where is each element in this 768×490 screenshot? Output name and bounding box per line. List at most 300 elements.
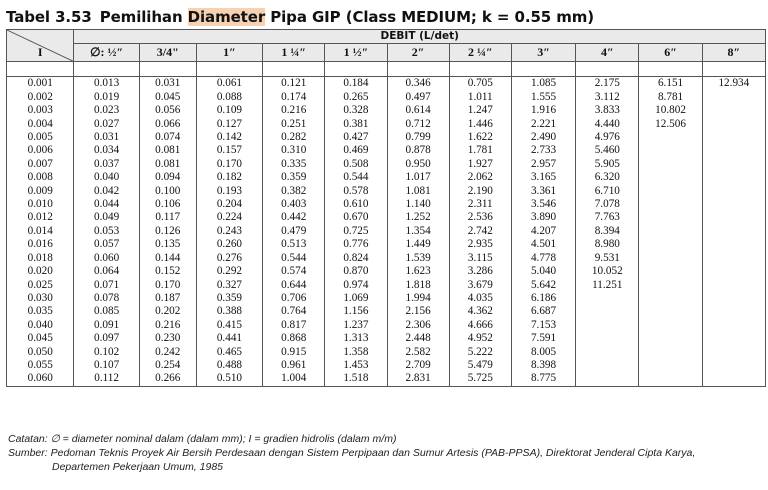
flow-cell: 0.064 <box>74 265 139 278</box>
flow-cell: 0.251 <box>263 118 325 131</box>
flow-cell: 0.071 <box>74 279 139 292</box>
size-header: 1″ <box>196 44 262 62</box>
flow-cell: 0.193 <box>196 185 262 198</box>
flow-cell: 1.358 <box>325 346 387 359</box>
flow-cell: 0.091 <box>74 319 139 332</box>
flow-cell: 1.237 <box>325 319 387 332</box>
flow-cell: 1.623 <box>387 265 449 278</box>
flow-cell: 5.479 <box>449 359 511 372</box>
title-text-start: Pemilihan <box>99 8 188 26</box>
flow-cell <box>576 372 639 386</box>
flow-cell: 11.251 <box>576 279 639 292</box>
flow-cell <box>639 279 702 292</box>
flow-cell: 0.040 <box>74 171 139 184</box>
flow-cell: 0.053 <box>74 225 139 238</box>
flow-cell: 6.320 <box>576 171 639 184</box>
flow-cell: 2.709 <box>387 359 449 372</box>
flow-cell: 0.544 <box>325 171 387 184</box>
flow-cell: 0.961 <box>263 359 325 372</box>
flow-cell <box>702 131 765 144</box>
flow-cell: 0.974 <box>325 279 387 292</box>
flow-cell: 2.490 <box>511 131 575 144</box>
flow-cell: 0.034 <box>74 144 139 157</box>
size-header: 2″ <box>387 44 449 62</box>
table-row <box>7 104 766 117</box>
flow-cell: 0.265 <box>325 91 387 104</box>
size-header: 3″ <box>511 44 575 62</box>
flow-cell: 4.035 <box>449 292 511 305</box>
flow-cell: 0.088 <box>196 91 262 104</box>
flow-cell: 4.952 <box>449 332 511 345</box>
debit-header: DEBIT (L/det) <box>74 30 766 44</box>
gradient-cell: 0.004 <box>7 118 74 131</box>
gradient-cell: 0.002 <box>7 91 74 104</box>
flow-cell: 0.056 <box>139 104 196 117</box>
flow-cell: 8.005 <box>511 346 575 359</box>
flow-cell: 1.085 <box>511 77 575 91</box>
flow-cell: 10.802 <box>639 104 702 117</box>
gradient-cell: 0.006 <box>7 144 74 157</box>
flow-cell: 5.040 <box>511 265 575 278</box>
flow-cell <box>702 171 765 184</box>
flow-cell: 0.013 <box>74 77 139 91</box>
flow-cell: 0.216 <box>139 319 196 332</box>
flow-cell <box>639 171 702 184</box>
flow-cell <box>639 211 702 224</box>
gradient-cell: 0.018 <box>7 252 74 265</box>
flow-cell: 0.102 <box>74 346 139 359</box>
table-row <box>7 144 766 157</box>
flow-cell <box>639 319 702 332</box>
flow-cell: 0.870 <box>325 265 387 278</box>
flow-cell: 6.151 <box>639 77 702 91</box>
flow-cell <box>702 225 765 238</box>
flow-cell: 9.531 <box>576 252 639 265</box>
flow-cell: 4.976 <box>576 131 639 144</box>
flow-cell <box>702 252 765 265</box>
flow-cell: 0.488 <box>196 359 262 372</box>
flow-cell: 0.670 <box>325 211 387 224</box>
flow-cell: 0.479 <box>263 225 325 238</box>
flow-cell: 0.327 <box>196 279 262 292</box>
flow-cell: 1.539 <box>387 252 449 265</box>
flow-cell <box>702 238 765 251</box>
flow-cell: 1.081 <box>387 185 449 198</box>
title-class: (Class MEDIUM; k = 0.55 mm) <box>345 8 595 26</box>
flow-cell: 0.725 <box>325 225 387 238</box>
flow-cell: 0.094 <box>139 171 196 184</box>
table-row <box>7 198 766 211</box>
flow-cell: 0.574 <box>263 265 325 278</box>
gradient-cell: 0.025 <box>7 279 74 292</box>
flow-cell <box>702 359 765 372</box>
flow-cell: 4.207 <box>511 225 575 238</box>
flow-cell: 0.100 <box>139 185 196 198</box>
flow-cell: 0.310 <box>263 144 325 157</box>
flow-cell: 0.335 <box>263 158 325 171</box>
flow-cell: 3.115 <box>449 252 511 265</box>
flow-cell: 0.282 <box>263 131 325 144</box>
flow-cell: 1.927 <box>449 158 511 171</box>
flow-cell: 2.175 <box>576 77 639 91</box>
flow-cell: 1.156 <box>325 305 387 318</box>
flow-cell: 5.725 <box>449 372 511 386</box>
flow-cell <box>576 305 639 318</box>
flow-cell: 2.306 <box>387 319 449 332</box>
flow-cell: 1.518 <box>325 372 387 386</box>
flow-cell: 0.465 <box>196 346 262 359</box>
flow-cell: 4.501 <box>511 238 575 251</box>
flow-cell: 1.069 <box>325 292 387 305</box>
flow-cell: 2.448 <box>387 332 449 345</box>
flow-cell: 1.781 <box>449 144 511 157</box>
flow-cell: 1.313 <box>325 332 387 345</box>
size-header: ∅: ½″ <box>74 44 139 62</box>
flow-cell: 0.705 <box>449 77 511 91</box>
flow-cell: 0.170 <box>196 158 262 171</box>
flow-cell <box>639 359 702 372</box>
flow-cell: 1.449 <box>387 238 449 251</box>
flow-cell: 0.508 <box>325 158 387 171</box>
table-row <box>7 77 766 91</box>
flow-cell: 0.142 <box>196 131 262 144</box>
flow-cell: 0.182 <box>196 171 262 184</box>
flow-cell: 2.062 <box>449 171 511 184</box>
flow-cell: 0.049 <box>74 211 139 224</box>
gradient-cell: 0.014 <box>7 225 74 238</box>
flow-cell <box>639 346 702 359</box>
flow-cell: 1.555 <box>511 91 575 104</box>
flow-cell: 0.878 <box>387 144 449 157</box>
flow-cell: 8.781 <box>639 91 702 104</box>
flow-cell: 2.831 <box>387 372 449 386</box>
flow-cell <box>639 265 702 278</box>
gradient-header-label: I <box>37 45 43 59</box>
flow-cell: 0.078 <box>74 292 139 305</box>
flow-cell <box>639 305 702 318</box>
size-header: 1 ½″ <box>325 44 387 62</box>
flow-cell: 0.292 <box>196 265 262 278</box>
flow-cell: 2.311 <box>449 198 511 211</box>
flow-cell <box>702 265 765 278</box>
table-number: Tabel 3.53 <box>6 8 92 26</box>
flow-cell: 0.764 <box>263 305 325 318</box>
flow-cell <box>702 346 765 359</box>
flow-cell: 1.916 <box>511 104 575 117</box>
flow-cell: 12.934 <box>702 77 765 91</box>
table-row <box>7 211 766 224</box>
flow-cell <box>702 292 765 305</box>
flow-cell: 0.157 <box>196 144 262 157</box>
flow-cell: 3.679 <box>449 279 511 292</box>
flow-cell: 0.868 <box>263 332 325 345</box>
flow-cell: 0.031 <box>74 131 139 144</box>
flow-cell: 0.427 <box>325 131 387 144</box>
size-header-row <box>7 44 766 62</box>
flow-cell: 0.243 <box>196 225 262 238</box>
flow-cell: 0.187 <box>139 292 196 305</box>
flow-cell: 4.666 <box>449 319 511 332</box>
table-row <box>7 346 766 359</box>
flow-cell: 0.045 <box>139 91 196 104</box>
size-header: 3/4" <box>139 44 196 62</box>
size-header: 2 ¼″ <box>449 44 511 62</box>
flow-cell <box>576 332 639 345</box>
flow-cell <box>702 118 765 131</box>
flow-cell: 0.152 <box>139 265 196 278</box>
flow-cell <box>702 185 765 198</box>
flow-cell: 0.085 <box>74 305 139 318</box>
flow-cell <box>639 238 702 251</box>
table-row <box>7 372 766 386</box>
flow-cell: 0.644 <box>263 279 325 292</box>
note-sumber: Sumber: Pedoman Teknis Proyek Air Bersih Perdesaan dengan Sistem Perpipaan dan Sumur Artesis (PAB-PPSA), Direktorat Jenderal Cipta Karya, <box>8 447 696 459</box>
flow-cell: 1.011 <box>449 91 511 104</box>
flow-cell: 0.513 <box>263 238 325 251</box>
flow-cell: 0.442 <box>263 211 325 224</box>
gradient-cell: 0.009 <box>7 185 74 198</box>
title-highlight: Diameter <box>187 8 266 26</box>
flow-cell: 0.061 <box>196 77 262 91</box>
table-title <box>6 8 594 28</box>
table-body <box>7 62 766 386</box>
table-row <box>7 305 766 318</box>
flow-cell: 0.066 <box>139 118 196 131</box>
flow-cell <box>702 158 765 171</box>
flow-cell <box>702 372 765 386</box>
flow-cell: 0.023 <box>74 104 139 117</box>
flow-cell: 0.254 <box>139 359 196 372</box>
flow-cell <box>702 211 765 224</box>
flow-cell: 2.733 <box>511 144 575 157</box>
pipe-diameter-table <box>6 29 766 387</box>
flow-cell: 8.775 <box>511 372 575 386</box>
flow-cell <box>639 158 702 171</box>
table-row <box>7 91 766 104</box>
flow-cell: 0.127 <box>196 118 262 131</box>
flow-cell: 7.763 <box>576 211 639 224</box>
flow-cell: 0.230 <box>139 332 196 345</box>
gradient-cell: 0.020 <box>7 265 74 278</box>
gradient-cell: 0.007 <box>7 158 74 171</box>
flow-cell <box>702 144 765 157</box>
flow-cell: 0.081 <box>139 158 196 171</box>
flow-cell: 0.031 <box>139 77 196 91</box>
flow-cell <box>576 292 639 305</box>
flow-cell <box>639 332 702 345</box>
flow-cell: 2.221 <box>511 118 575 131</box>
flow-cell: 2.957 <box>511 158 575 171</box>
table-row <box>7 225 766 238</box>
flow-cell: 3.286 <box>449 265 511 278</box>
gradient-cell: 0.040 <box>7 319 74 332</box>
flow-cell: 0.824 <box>325 252 387 265</box>
flow-cell: 0.224 <box>196 211 262 224</box>
flow-cell: 0.359 <box>263 171 325 184</box>
flow-cell: 0.266 <box>139 372 196 386</box>
table-row <box>7 118 766 131</box>
flow-cell <box>702 104 765 117</box>
gradient-cell: 0.016 <box>7 238 74 251</box>
table-row <box>7 265 766 278</box>
flow-cell: 0.060 <box>74 252 139 265</box>
flow-cell: 2.742 <box>449 225 511 238</box>
flow-cell: 7.153 <box>511 319 575 332</box>
flow-cell <box>639 131 702 144</box>
flow-cell: 5.460 <box>576 144 639 157</box>
flow-cell: 1.446 <box>449 118 511 131</box>
flow-cell: 0.057 <box>74 238 139 251</box>
flow-cell: 0.260 <box>196 238 262 251</box>
flow-cell: 3.112 <box>576 91 639 104</box>
gradient-cell: 0.012 <box>7 211 74 224</box>
flow-cell: 0.776 <box>325 238 387 251</box>
gradient-cell: 0.010 <box>7 198 74 211</box>
flow-cell: 0.170 <box>139 279 196 292</box>
flow-cell: 7.078 <box>576 198 639 211</box>
table-notes <box>8 432 766 474</box>
size-header: 4″ <box>576 44 639 62</box>
flow-cell: 12.506 <box>639 118 702 131</box>
flow-cell: 8.398 <box>511 359 575 372</box>
flow-cell <box>639 225 702 238</box>
flow-cell: 0.403 <box>263 198 325 211</box>
flow-cell: 1.354 <box>387 225 449 238</box>
flow-cell: 10.052 <box>576 265 639 278</box>
flow-cell: 0.027 <box>74 118 139 131</box>
table-row <box>7 185 766 198</box>
flow-cell: 1.017 <box>387 171 449 184</box>
table-row <box>7 279 766 292</box>
gradient-cell: 0.060 <box>7 372 74 386</box>
flow-cell: 0.614 <box>387 104 449 117</box>
flow-cell: 0.359 <box>196 292 262 305</box>
flow-cell: 0.415 <box>196 319 262 332</box>
flow-cell: 2.536 <box>449 211 511 224</box>
flow-cell: 0.242 <box>139 346 196 359</box>
flow-cell: 0.544 <box>263 252 325 265</box>
flow-cell: 3.361 <box>511 185 575 198</box>
flow-cell: 0.042 <box>74 185 139 198</box>
flow-cell <box>702 305 765 318</box>
flow-cell: 0.135 <box>139 238 196 251</box>
flow-cell <box>639 185 702 198</box>
flow-cell: 0.121 <box>263 77 325 91</box>
flow-cell <box>576 346 639 359</box>
gradient-cell: 0.035 <box>7 305 74 318</box>
flow-cell: 0.112 <box>74 372 139 386</box>
flow-cell <box>639 252 702 265</box>
flow-cell: 0.044 <box>74 198 139 211</box>
flow-cell: 0.107 <box>74 359 139 372</box>
flow-cell: 0.706 <box>263 292 325 305</box>
gradient-cell: 0.001 <box>7 77 74 91</box>
flow-cell: 0.276 <box>196 252 262 265</box>
flow-cell: 1.994 <box>387 292 449 305</box>
flow-cell: 1.818 <box>387 279 449 292</box>
flow-cell: 6.710 <box>576 185 639 198</box>
flow-cell: 4.362 <box>449 305 511 318</box>
flow-cell: 0.106 <box>139 198 196 211</box>
flow-cell: 3.546 <box>511 198 575 211</box>
flow-cell: 4.440 <box>576 118 639 131</box>
gradient-cell: 0.050 <box>7 346 74 359</box>
gradient-cell: 0.030 <box>7 292 74 305</box>
flow-cell: 0.388 <box>196 305 262 318</box>
flow-cell: 2.156 <box>387 305 449 318</box>
title-text-end: Pipa GIP <box>265 8 341 26</box>
table-row <box>7 171 766 184</box>
flow-cell: 0.950 <box>387 158 449 171</box>
flow-cell: 0.144 <box>139 252 196 265</box>
flow-cell: 0.915 <box>263 346 325 359</box>
flow-cell: 0.610 <box>325 198 387 211</box>
flow-cell <box>639 292 702 305</box>
flow-cell: 0.346 <box>387 77 449 91</box>
flow-cell <box>576 319 639 332</box>
table-row <box>7 158 766 171</box>
flow-cell: 0.202 <box>139 305 196 318</box>
table-row <box>7 252 766 265</box>
flow-cell: 1.247 <box>449 104 511 117</box>
table-row <box>7 131 766 144</box>
flow-cell: 2.190 <box>449 185 511 198</box>
flow-cell: 1.453 <box>325 359 387 372</box>
flow-cell <box>639 198 702 211</box>
gradient-cell: 0.005 <box>7 131 74 144</box>
flow-cell: 0.510 <box>196 372 262 386</box>
flow-cell: 0.081 <box>139 144 196 157</box>
flow-cell: 0.328 <box>325 104 387 117</box>
flow-cell: 0.126 <box>139 225 196 238</box>
flow-cell: 3.165 <box>511 171 575 184</box>
corner-header <box>7 30 74 62</box>
flow-cell <box>639 144 702 157</box>
flow-cell: 0.074 <box>139 131 196 144</box>
flow-cell: 7.591 <box>511 332 575 345</box>
flow-cell: 0.109 <box>196 104 262 117</box>
table-row <box>7 238 766 251</box>
flow-cell: 0.097 <box>74 332 139 345</box>
flow-cell: 0.216 <box>263 104 325 117</box>
flow-cell: 5.222 <box>449 346 511 359</box>
flow-cell <box>702 332 765 345</box>
flow-cell: 0.441 <box>196 332 262 345</box>
gradient-cell: 0.055 <box>7 359 74 372</box>
gradient-cell: 0.008 <box>7 171 74 184</box>
flow-cell <box>576 359 639 372</box>
flow-cell: 0.381 <box>325 118 387 131</box>
flow-cell: 3.890 <box>511 211 575 224</box>
flow-cell: 0.382 <box>263 185 325 198</box>
flow-cell: 2.935 <box>449 238 511 251</box>
flow-cell <box>702 198 765 211</box>
flow-cell: 4.778 <box>511 252 575 265</box>
flow-cell: 0.799 <box>387 131 449 144</box>
flow-cell: 5.905 <box>576 158 639 171</box>
flow-cell <box>702 279 765 292</box>
table-row <box>7 319 766 332</box>
flow-cell: 0.184 <box>325 77 387 91</box>
flow-cell: 0.817 <box>263 319 325 332</box>
flow-cell: 5.642 <box>511 279 575 292</box>
flow-cell: 6.186 <box>511 292 575 305</box>
flow-cell: 0.712 <box>387 118 449 131</box>
flow-cell: 0.174 <box>263 91 325 104</box>
flow-cell: 2.582 <box>387 346 449 359</box>
flow-cell: 0.117 <box>139 211 196 224</box>
table-row <box>7 359 766 372</box>
